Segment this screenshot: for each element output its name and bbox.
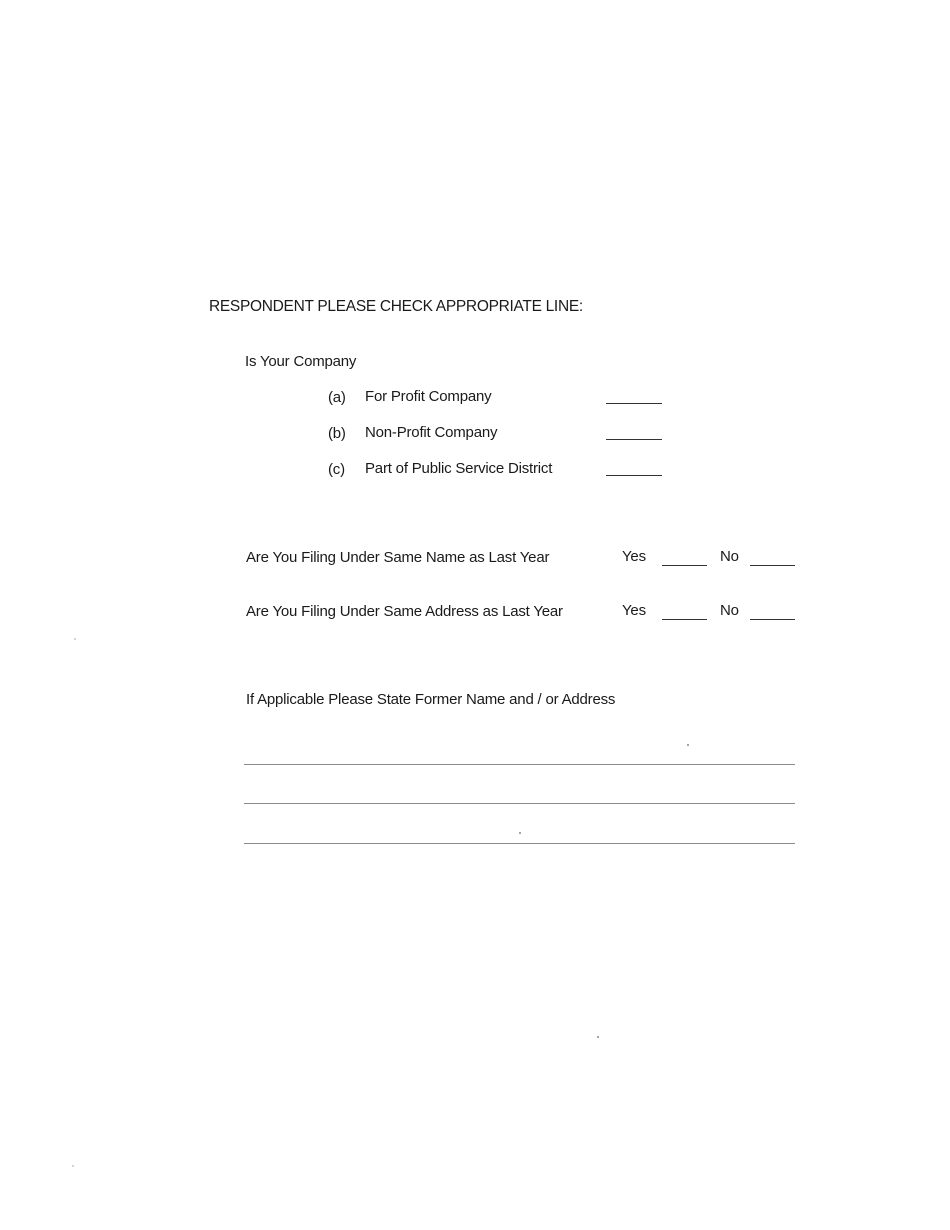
same-name-question: Are You Filing Under Same Name as Last Year — [246, 549, 550, 566]
same-address-no-label: No — [720, 602, 739, 619]
scan-speck — [519, 832, 521, 834]
same-name-no-line[interactable] — [750, 565, 795, 566]
option-c-marker: (c) — [328, 461, 345, 478]
same-name-yes-label: Yes — [622, 548, 646, 565]
former-line-2[interactable] — [244, 803, 795, 804]
same-address-yes-label: Yes — [622, 602, 646, 619]
option-b-marker: (b) — [328, 425, 346, 442]
option-c-label: Part of Public Service District — [365, 460, 553, 477]
option-b-check-line[interactable] — [606, 439, 662, 440]
same-address-no-line[interactable] — [750, 619, 795, 620]
option-a-label: For Profit Company — [365, 388, 492, 405]
former-line-1[interactable] — [244, 764, 795, 765]
scan-speck — [597, 1036, 599, 1038]
company-question: Is Your Company — [245, 353, 357, 370]
option-a-check-line[interactable] — [606, 403, 662, 404]
form-heading: RESPONDENT PLEASE CHECK APPROPRIATE LINE: — [209, 298, 583, 315]
scan-speck — [687, 744, 689, 746]
same-name-no-label: No — [720, 548, 739, 565]
scan-speck — [72, 1165, 74, 1167]
former-line-3[interactable] — [244, 843, 795, 844]
option-c-check-line[interactable] — [606, 475, 662, 476]
same-address-yes-line[interactable] — [662, 619, 707, 620]
same-name-yes-line[interactable] — [662, 565, 707, 566]
same-address-question: Are You Filing Under Same Address as Last Year — [246, 603, 563, 620]
former-name-prompt: If Applicable Please State Former Name and / or Address — [246, 691, 616, 708]
option-a-marker: (a) — [328, 389, 346, 406]
scan-speck — [74, 638, 76, 640]
option-b-label: Non-Profit Company — [365, 424, 498, 441]
